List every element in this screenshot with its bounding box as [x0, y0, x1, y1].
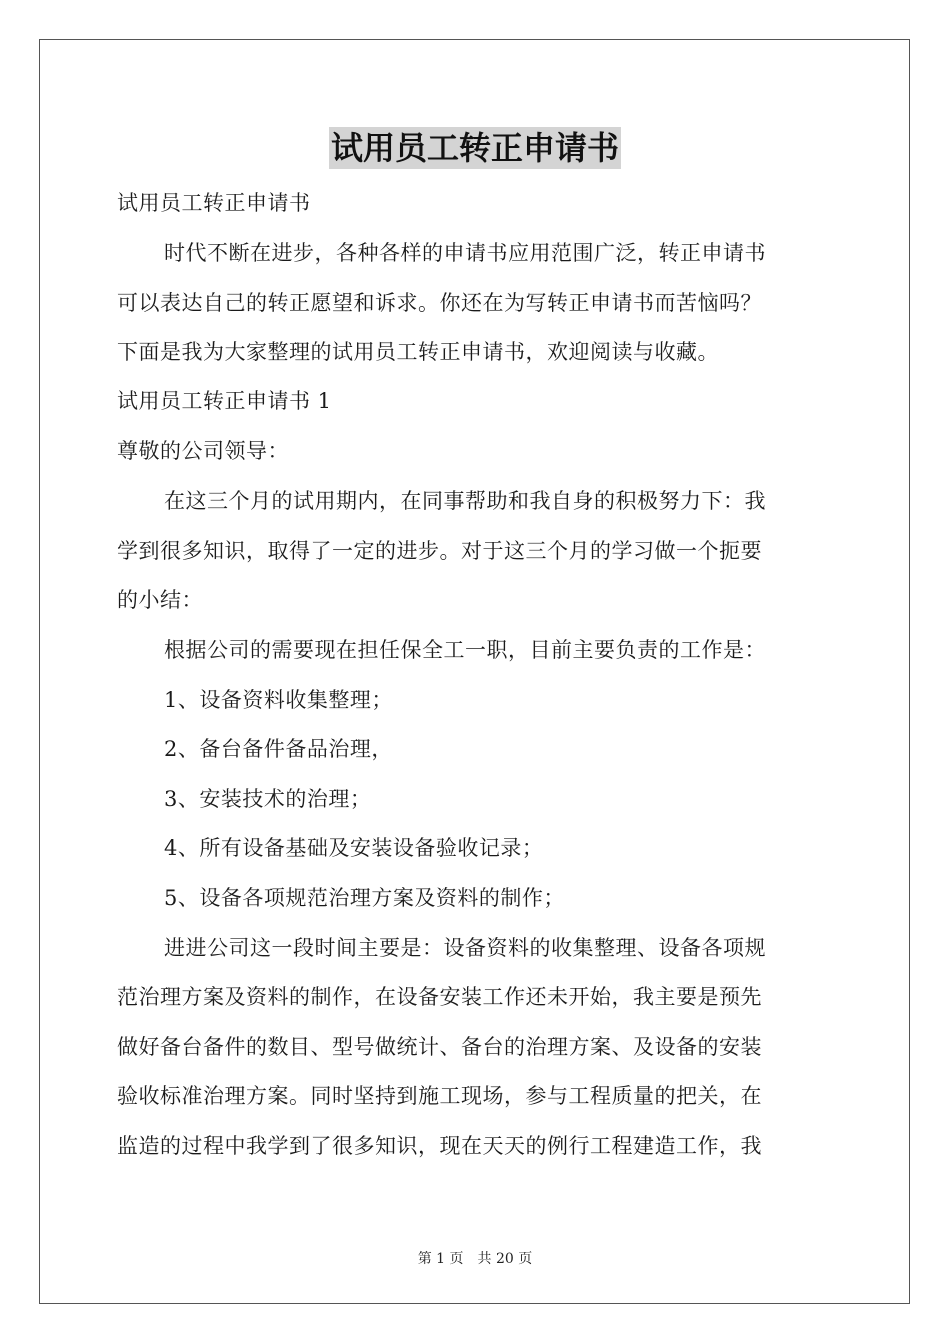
page-border: [39, 39, 910, 1304]
body-line: 做好备台备件的数目、型号做统计、备台的治理方案、及设备的安装: [117, 1035, 762, 1059]
body-line: 根据公司的需要现在担任保全工一职，目前主要负责的工作是：: [164, 638, 766, 662]
body-line: 在这三个月的试用期内，在同事帮助和我自身的积极努力下：我: [164, 489, 766, 513]
body-line: 时代不断在进步，各种各样的申请书应用范围广泛，转正申请书: [164, 241, 766, 265]
list-item: 5、设备各项规范治理方案及资料的制作；: [164, 886, 565, 910]
body-line: 范治理方案及资料的制作，在设备安装工作还未开始，我主要是预先: [117, 985, 762, 1009]
list-item: 1、设备资料收集整理；: [164, 688, 393, 712]
body-line: 学到很多知识，取得了一定的进步。对于这三个月的学习做一个扼要: [117, 539, 762, 563]
body-line: 试用员工转正申请书 1: [117, 389, 332, 413]
document-title: 试用员工转正申请书: [330, 129, 619, 167]
page-number: 第 1 页 共 20 页: [417, 1251, 533, 1267]
title-area: [0, 127, 950, 169]
body-line: 监造的过程中我学到了很多知识，现在天天的例行工程建造工作，我: [117, 1134, 762, 1158]
body-line: 可以表达自己的转正愿望和诉求。你还在为写转正申请书而苦恼吗？: [117, 291, 762, 315]
list-item: 2、备台备件备品治理，: [164, 737, 393, 761]
body-line: 的小结：: [117, 588, 203, 612]
body-line: 尊敬的公司领导：: [117, 439, 289, 463]
list-item: 3、安装技术的治理；: [164, 787, 372, 811]
body-line: 试用员工转正申请书: [117, 191, 311, 215]
body-line: 验收标准治理方案。同时坚持到施工现场，参与工程质量的把关，在: [117, 1084, 762, 1108]
body-line: 进进公司这一段时间主要是：设备资料的收集整理、设备各项规: [164, 936, 766, 960]
body-line: 下面是我为大家整理的试用员工转正申请书，欢迎阅读与收藏。: [117, 340, 719, 364]
list-item: 4、所有设备基础及安装设备验收记录；: [164, 836, 544, 860]
